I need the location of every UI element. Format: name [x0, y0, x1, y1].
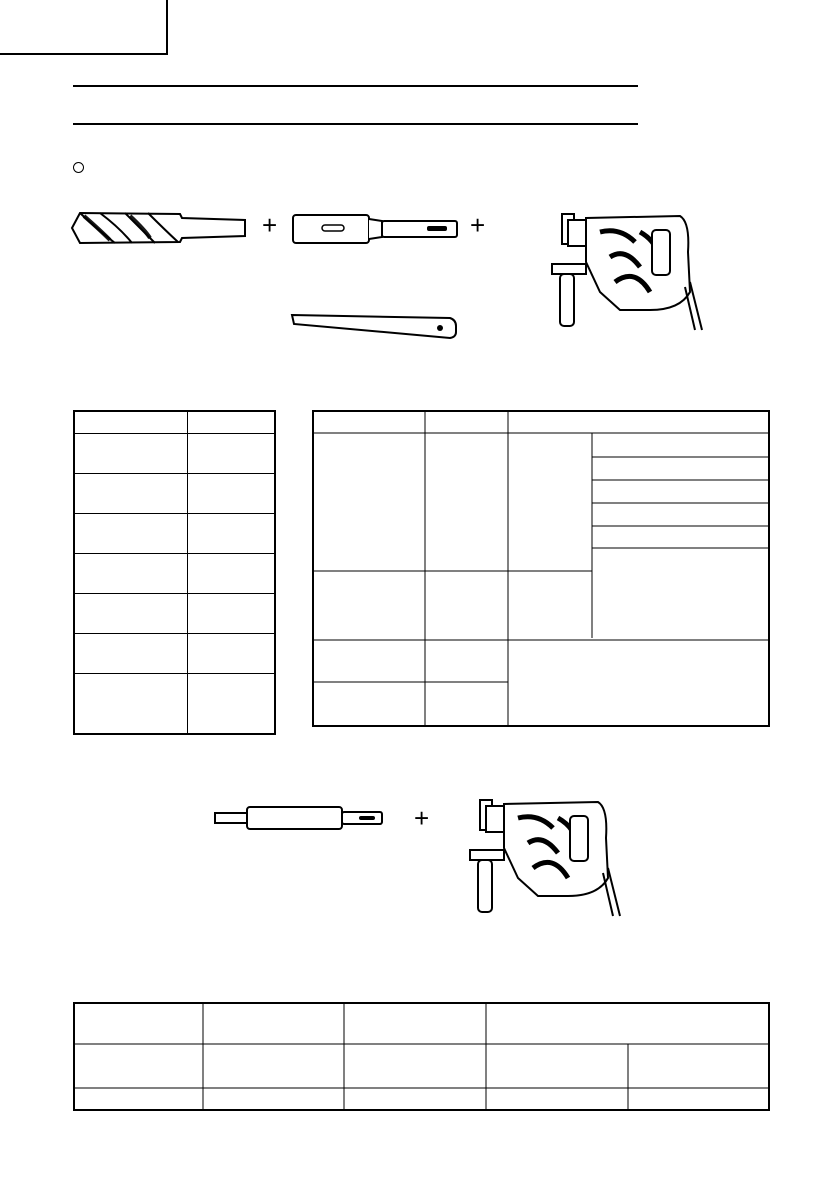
right-spec-table	[312, 410, 770, 728]
bullet-circle-icon	[73, 162, 84, 173]
title-rule-top	[73, 85, 638, 87]
cotter-icon	[290, 312, 460, 342]
taper-shank-adapter-icon	[292, 214, 462, 244]
plus-sign-2: +	[470, 210, 486, 240]
drill-bit-icon	[70, 208, 250, 248]
bottom-spec-table	[73, 1002, 770, 1112]
plus-sign-1: +	[262, 210, 278, 240]
plus-sign-3: +	[414, 803, 430, 833]
title-rule-bottom	[73, 123, 638, 125]
hammer-drill-2-icon	[458, 798, 623, 918]
header-tab	[0, 0, 168, 55]
hammer-drill-icon	[540, 212, 705, 332]
left-spec-table	[73, 410, 276, 735]
adapter-shank-icon	[214, 806, 386, 830]
